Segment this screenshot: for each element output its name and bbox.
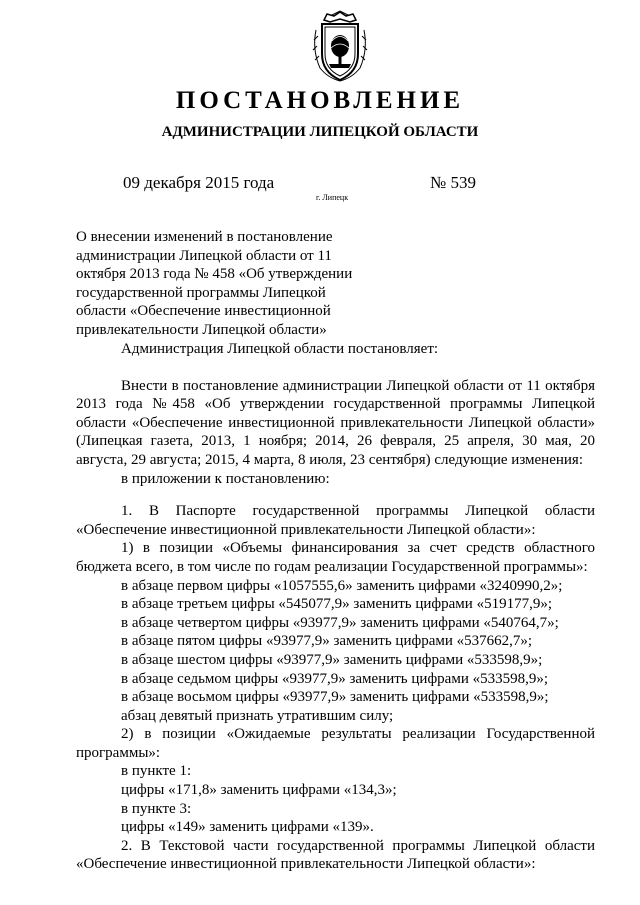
document-subject (76, 228, 376, 340)
item-1: 1. В Паспорте государственной программы Липецкой области «Обеспечение инвестиционной привлекательности Липецкой области»: (76, 503, 595, 538)
intro-paragraph: Внести в постановление администрации Липецкой области от 11 октября 2013 года №458 «Об утверждении государственной программы Липецкой области «Обеспечение инвестиционной привлекательности Липецкой области» (Липецкая газета, 2013, 1 ноября; 2014, 26 февраля, 25 апреля, 30 мая, 20 августа, 29 августа; 2015, 4 марта, 8 июля, 23 сентября) следующие изменения: (76, 377, 595, 468)
document-subtitle: АДМИНИСТРАЦИИ ЛИПЕЦКОЙ ОБЛАСТИ (161, 124, 479, 140)
change-line: цифры «171,8» заменить цифрами «134,3»; (121, 782, 397, 799)
item-1-1: 1) в позиции «Объемы финансирования за счет средств областного бюджета всего, в том числе по годам реализации Государственной программы»: (76, 540, 595, 575)
document-city: г. Липецк (316, 193, 349, 202)
subject-line: октября 2013 года № 458 «Об утверждении (76, 266, 353, 283)
subject-line: администрации Липецкой области от 11 (76, 247, 332, 264)
change-line: в пункте 3: (121, 800, 192, 817)
subject-line: О внесении изменений в постановление (76, 229, 333, 245)
subject-line: области «Обеспечение инвестиционной (76, 303, 331, 320)
change-line: абзац девятый признать утратившим силу; (121, 707, 394, 724)
appendix-line: в приложении к постановлению: (121, 470, 330, 487)
change-line: в абзаце пятом цифры «93977,9» заменить цифрами «537662,7»; (121, 633, 533, 650)
change-line: в пункте 1: (121, 763, 192, 780)
item-2: 2. В Текстовой части государственной программы Липецкой области «Обеспечение инвестиционной привлекательности Липецкой области»: (76, 837, 595, 873)
coat-of-arms-icon (310, 10, 370, 82)
document-body (76, 340, 595, 874)
document-title: ПОСТАНОВЛЕНИЕ (175, 87, 465, 114)
change-line: цифры «149» заменить цифрами «139». (121, 819, 374, 836)
item-1-2: 2) в позиции «Ожидаемые результаты реализации Государственной программы»: (76, 726, 595, 761)
change-line: в абзаце первом цифры «1057555,6» заменить цифрами «3240990,2»; (121, 577, 563, 594)
document-date: 09 декабря 2015 года (123, 173, 275, 192)
change-line: в абзаце шестом цифры «93977,9» заменить цифрами «533598,9»; (121, 651, 543, 668)
preamble: Администрация Липецкой области постановляет: (121, 341, 439, 357)
change-line: в абзаце третьем цифры «545077,9» заменить цифрами «519177,9»; (121, 596, 552, 613)
document-number: № 539 (430, 173, 476, 192)
change-line: в абзаце седьмом цифры «93977,9» заменить цифрами «533598,9»; (121, 670, 549, 687)
change-line: в абзаце восьмом цифры «93977,9» заменить цифрами «533598,9»; (121, 689, 549, 706)
subject-line: привлекательности Липецкой области» (76, 321, 327, 338)
subject-line: государственной программы Липецкой (76, 284, 326, 301)
change-line: в абзаце четвертом цифры «93977,9» заменить цифрами «540764,7»; (121, 614, 559, 631)
